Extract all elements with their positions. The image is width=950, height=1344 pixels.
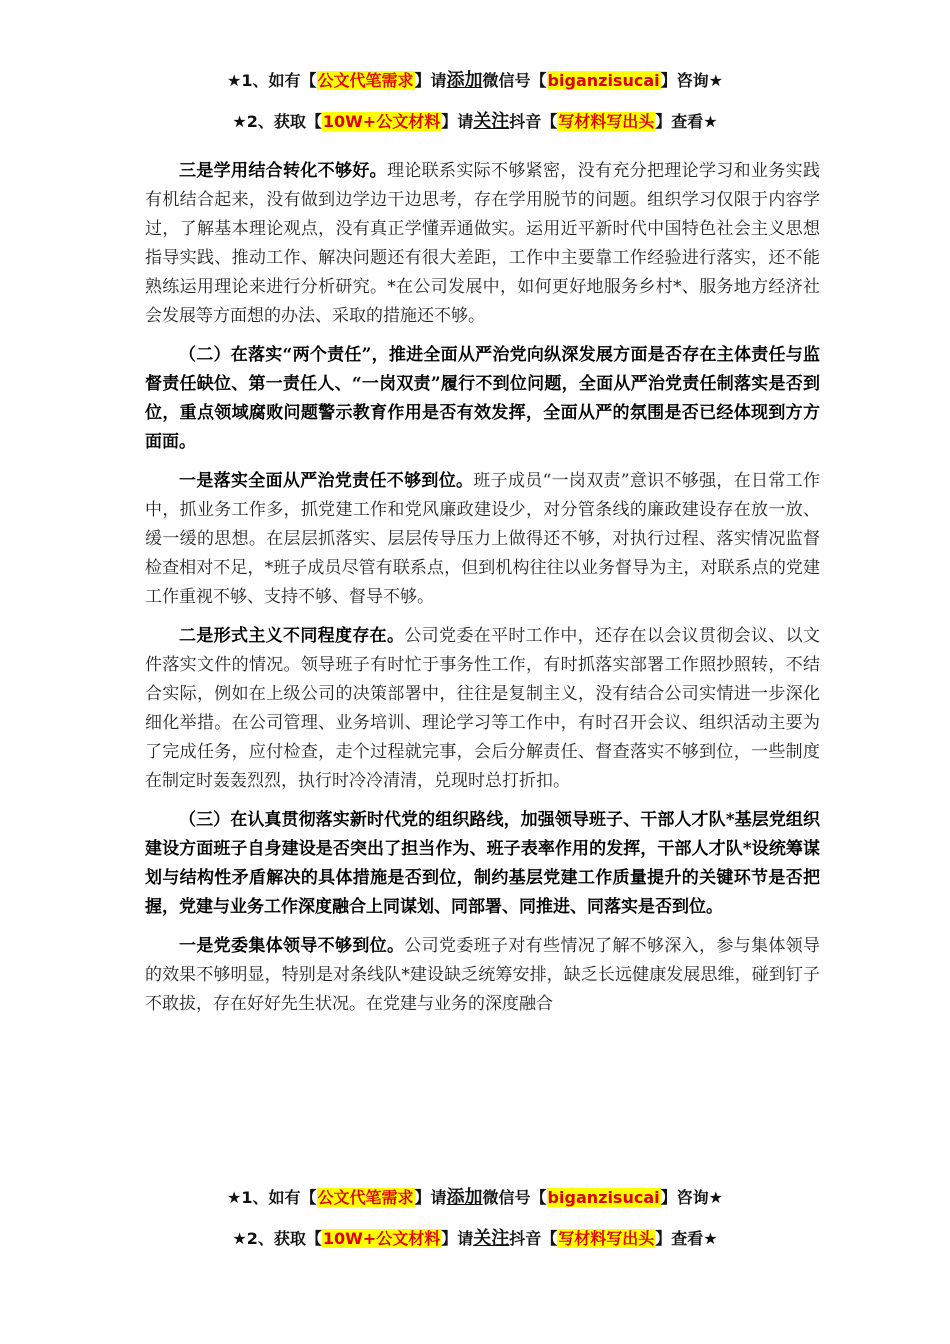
promo-line-bottom-2 — [0, 1228, 950, 1250]
paragraph-lead: 二是形式主义不同程度存在。 — [179, 626, 405, 646]
paragraph-lead: 一是党委集体领导不够到位。 — [179, 936, 405, 956]
promo-text: 】查看★ — [655, 1229, 718, 1248]
promo-text: 】请 — [414, 1188, 447, 1207]
promo-highlight: biganzisucai — [547, 71, 660, 90]
promo-text: 】请 — [414, 71, 447, 90]
body-paragraph — [145, 157, 820, 331]
body-paragraph — [145, 622, 820, 796]
promo-text: 】请 — [441, 1229, 474, 1248]
promo-highlight: 10W+公文材料 — [322, 1229, 441, 1248]
promo-highlight: biganzisucai — [547, 1188, 660, 1207]
paragraph-text: 理论联系实际不够紧密，没有充分把理论学习和业务实践有机结合起来，没有做到边学边干边思考，存在学用脱节的问题。组织学习仅限于内容学过，了解基本理论观点，没有真正学懂弄通做实。运用近平新时代中国特色社会主义思想指导实践、推动工作、解决问题还有很大差距，工作中主要靠工作经验进行落实，还不能熟练运用理论来进行分析研究。*在公司发展中，如何更好地服务乡村*、服务地方经济社会发展等方面想的办法、采取的措施还不够。 — [145, 161, 820, 326]
promo-text: 】查看★ — [655, 112, 718, 131]
promo-text: ★2、获取【 — [232, 112, 322, 131]
promo-highlight: 写材料写出头 — [558, 112, 655, 131]
promo-text: 】请 — [441, 112, 474, 131]
promo-underline: 关注 — [473, 1228, 510, 1249]
promo-underline: 关注 — [473, 111, 510, 132]
promo-line-top-1 — [0, 70, 950, 92]
promo-text: ★1、如有【 — [227, 71, 317, 90]
paragraph-text: 公司党委在平时工作中，还存在以会议贯彻会议、以文件落实文件的情况。领导班子有时忙于事务性工作，有时抓落实部署工作照抄照转，不结合实际，例如在上级公司的决策部署中，往往是复制主义，没有结合公司实情进一步深化细化举措。在公司管理、业务培训、理论学习等工作中，有时召开会议、组织活动主要为了完成任务，应付检查，走个过程就完事，会后分解责任、督查落实不够到位，一些制度在制定时轰轰烈烈，执行时冷冷清清，兑现时总打折扣。 — [145, 626, 821, 791]
paragraph-lead: 一是落实全面从严治党责任不够到位。 — [179, 471, 474, 491]
promo-highlight: 公文代笔需求 — [317, 71, 414, 90]
promo-text: 抖音【 — [509, 1229, 558, 1248]
promo-underline: 添加 — [446, 1187, 483, 1208]
promo-text: 微信号【 — [482, 1188, 547, 1207]
promo-text: ★1、如有【 — [227, 1188, 317, 1207]
promo-text: 微信号【 — [482, 71, 547, 90]
promo-line-bottom-1 — [0, 1187, 950, 1209]
paragraph-lead: 三是学用结合转化不够好。 — [179, 161, 387, 181]
section-heading: （三）在认真贯彻落实新时代党的组织路线，加强领导班子、干部人才队*基层党组织建设方面班子自身建设是否突出了担当作为、班子表率作用的发挥，干部人才队*设统筹谋划与结构性矛盾解决的具体措施是否到位，制约基层党建工作质量提升的关键环节是否把握，党建与业务工作深度融合上同谋划、同部署、同推进、同落实是否到位。 — [145, 810, 820, 917]
promo-highlight: 写材料写出头 — [558, 1229, 655, 1248]
document-body — [145, 157, 820, 1029]
paragraph-text: 公司党委班子对有些情况了解不够深入，参与集体领导的效果不够明显，特别是对条线队*建设缺乏统筹安排，缺乏长远健康发展思维，碰到钉子不敢拔，存在好好先生状况。在党建与业务的深度融合 — [145, 936, 821, 1014]
promo-highlight: 10W+公文材料 — [322, 112, 441, 131]
promo-underline: 添加 — [446, 70, 483, 91]
promo-text: 抖音【 — [509, 112, 558, 131]
promo-highlight: 公文代笔需求 — [317, 1188, 414, 1207]
promo-text: ★2、获取【 — [232, 1229, 322, 1248]
paragraph-text: 班子成员“一岗双责”意识不够强，在日常工作中，抓业务工作多，抓党建工作和党风廉政建设少，对分管条线的廉政建设存在放一放、缓一缓的思想。在层层抓落实、层层传导压力上做得还不够，对执行过程、落实情况监督检查相对不足，*班子成员尽管有联系点，但到机构往往以业务督导为主，对联系点的党建工作重视不够、支持不够、督导不够。 — [145, 471, 821, 607]
body-paragraph — [145, 932, 820, 1019]
promo-text: 】咨询★ — [660, 71, 723, 90]
promo-line-top-2 — [0, 111, 950, 133]
section-heading: （二）在落实“两个责任”，推进全面从严治党向纵深发展方面是否存在主体责任与监督责任缺位、第一责任人、“一岗双责”履行不到位问题，全面从严治党责任制落实是否到位，重点领域腐败问题警示教育作用是否有效发挥，全面从严的氛围是否已经体现到方方面面。 — [145, 345, 820, 452]
promo-text: 】咨询★ — [660, 1188, 723, 1207]
body-paragraph — [145, 467, 820, 612]
